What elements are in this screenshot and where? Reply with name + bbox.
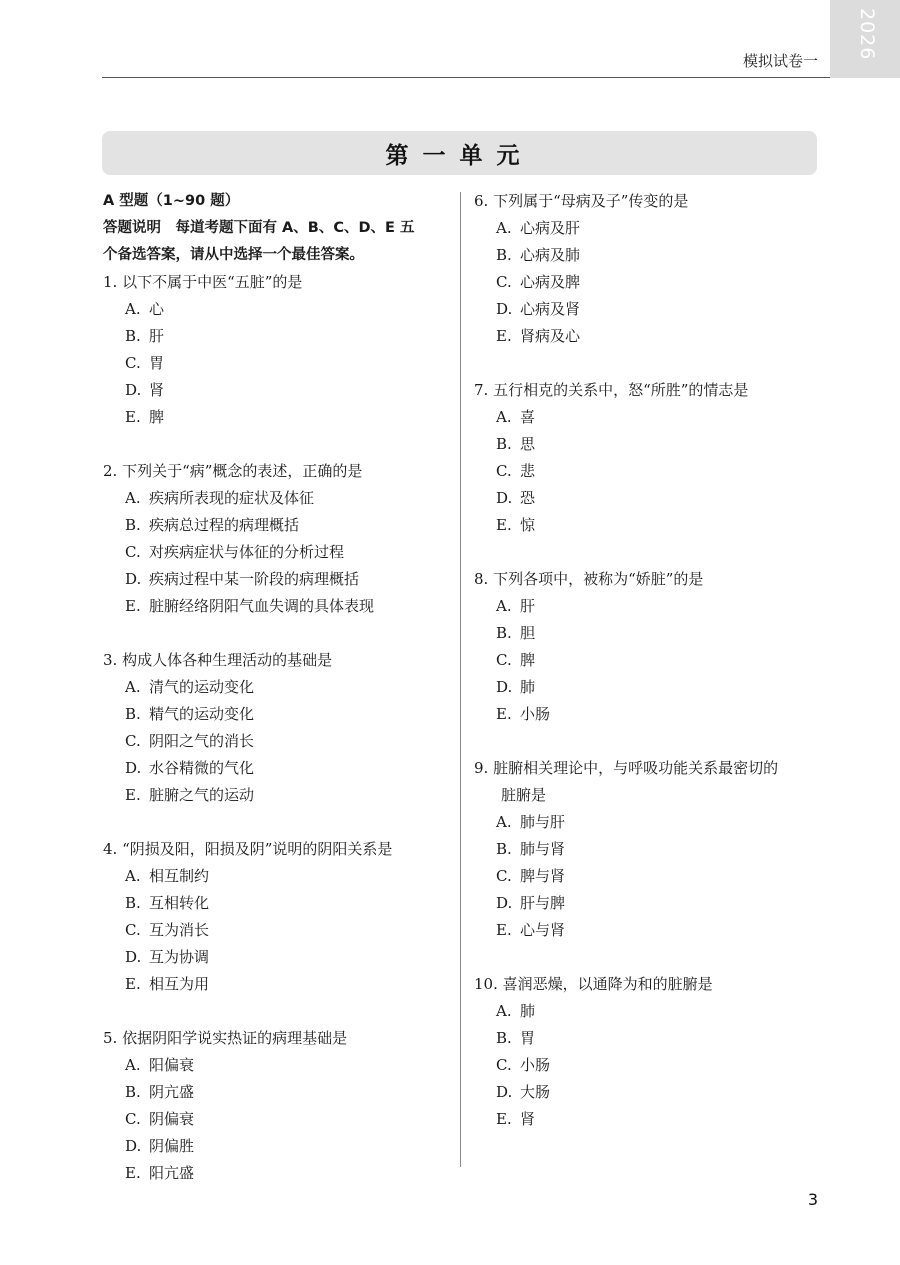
option-letter: C. — [125, 921, 141, 939]
answer-option — [474, 701, 824, 728]
answer-option — [474, 593, 824, 620]
option-letter: B. — [496, 840, 512, 858]
option-text: 脏腑之气的运动 — [149, 786, 255, 804]
answer-option — [474, 242, 824, 269]
answer-option — [103, 1052, 453, 1079]
option-letter: B. — [125, 516, 141, 534]
option-letter: D. — [496, 300, 513, 318]
option-text: 小肠 — [520, 1056, 551, 1074]
option-text: 脾 — [520, 651, 536, 669]
answer-option — [474, 485, 824, 512]
option-letter: A. — [496, 813, 512, 831]
option-letter: B. — [496, 435, 512, 453]
answer-option — [103, 1133, 453, 1160]
column-divider — [460, 192, 461, 1167]
page-number: 3 — [807, 1190, 818, 1209]
option-text: 疾病总过程的病理概括 — [149, 516, 300, 534]
option-letter: C. — [125, 543, 141, 561]
question-block — [103, 458, 453, 620]
option-text: 脾 — [149, 408, 165, 426]
question-block — [103, 836, 453, 998]
answer-option — [103, 674, 453, 701]
option-text: 悲 — [520, 462, 536, 480]
question-block — [103, 269, 453, 431]
option-letter: B. — [125, 705, 141, 723]
instructions-line-1: 答题说明 每道考题下面有 A、B、C、D、E 五 — [103, 220, 415, 236]
option-text: 阴亢盛 — [149, 1083, 195, 1101]
option-letter: E. — [125, 597, 141, 615]
answer-option — [474, 890, 824, 917]
option-letter: E. — [125, 786, 141, 804]
option-text: 心与肾 — [520, 921, 566, 939]
right-question-list — [474, 188, 824, 1133]
option-letter: C. — [125, 354, 141, 372]
answer-option — [474, 512, 824, 539]
year-label: 2026 — [856, 8, 878, 61]
answer-option — [103, 566, 453, 593]
option-text: 肾病及心 — [520, 327, 581, 345]
option-text: 疾病所表现的症状及体征 — [149, 489, 315, 507]
option-letter: A. — [125, 489, 141, 507]
option-text: 相互制约 — [149, 867, 210, 885]
option-text: 相互为用 — [149, 975, 210, 993]
answer-option — [103, 404, 453, 431]
answer-option — [474, 431, 824, 458]
option-text: 惊 — [520, 516, 536, 534]
answer-option — [474, 836, 824, 863]
option-text: 阳亢盛 — [149, 1164, 195, 1182]
answer-option — [103, 728, 453, 755]
option-text: 胃 — [149, 354, 165, 372]
answer-option — [103, 701, 453, 728]
option-letter: C. — [496, 867, 512, 885]
option-text: 大肠 — [520, 1083, 551, 1101]
option-letter: C. — [496, 273, 512, 291]
option-letter: B. — [496, 1029, 512, 1047]
question-stem: 5. 依据阴阳学说实热证的病理基础是 — [103, 1029, 348, 1047]
answer-option — [103, 377, 453, 404]
question-block — [474, 755, 824, 944]
answer-option — [103, 755, 453, 782]
option-letter: D. — [125, 948, 142, 966]
option-letter: E. — [496, 705, 512, 723]
answer-option — [103, 890, 453, 917]
option-letter: B. — [496, 246, 512, 264]
question-stem: 6. 下列属于“母病及子”传变的是 — [474, 192, 689, 210]
instructions-line-2: 个备选答案，请从中选择一个最佳答案。 — [103, 247, 364, 263]
answer-option — [103, 1079, 453, 1106]
unit-banner — [102, 131, 817, 175]
year-tab — [830, 0, 900, 78]
answer-option — [103, 593, 453, 620]
option-letter: B. — [496, 624, 512, 642]
option-text: 肾 — [149, 381, 165, 399]
answer-option — [474, 458, 824, 485]
answer-option — [474, 296, 824, 323]
option-letter: D. — [496, 894, 513, 912]
answer-option — [103, 485, 453, 512]
question-stem: 4. “阴损及阳，阳损及阴”说明的阴阳关系是 — [103, 840, 393, 858]
question-stem: 1. 以下不属于中医“五脏”的是 — [103, 273, 303, 291]
answer-option — [474, 1052, 824, 1079]
unit-title: 第一单元 — [385, 142, 534, 169]
option-letter: E. — [125, 408, 141, 426]
option-letter: C. — [125, 732, 141, 750]
option-letter: B. — [125, 894, 141, 912]
header-title: 模拟试卷一 — [742, 52, 818, 70]
question-stem: 10. 喜润恶燥，以通降为和的脏腑是 — [474, 975, 713, 993]
answer-option — [103, 971, 453, 998]
question-block — [474, 971, 824, 1133]
option-text: 肝与脾 — [520, 894, 566, 912]
answer-option — [103, 296, 453, 323]
option-letter: A. — [496, 219, 512, 237]
right-column — [474, 188, 824, 1160]
answer-option — [474, 647, 824, 674]
option-letter: A. — [125, 678, 141, 696]
question-block — [103, 1025, 453, 1187]
option-text: 心病及脾 — [520, 273, 581, 291]
option-letter: A. — [125, 1056, 141, 1074]
option-text: 脏腑经络阴阳气血失调的具体表现 — [149, 597, 375, 615]
answer-option — [474, 1025, 824, 1052]
option-letter: D. — [496, 678, 513, 696]
answer-option — [474, 620, 824, 647]
option-text: 小肠 — [520, 705, 551, 723]
option-letter: D. — [496, 489, 513, 507]
option-text: 清气的运动变化 — [149, 678, 255, 696]
section-heading: A 型题（1~90 题） — [103, 193, 240, 209]
option-text: 阳偏衰 — [149, 1056, 195, 1074]
question-block — [474, 377, 824, 539]
option-letter: E. — [496, 921, 512, 939]
option-letter: B. — [125, 1083, 141, 1101]
answer-option — [103, 512, 453, 539]
left-question-list — [103, 269, 453, 1187]
option-text: 阴阳之气的消长 — [149, 732, 255, 750]
option-letter: D. — [125, 381, 142, 399]
answer-option — [103, 944, 453, 971]
option-text: 肝 — [520, 597, 536, 615]
option-text: 对疾病症状与体征的分析过程 — [149, 543, 345, 561]
option-letter: A. — [496, 1002, 512, 1020]
option-letter: E. — [496, 327, 512, 345]
option-letter: D. — [125, 759, 142, 777]
left-column — [103, 188, 453, 1214]
option-letter: E. — [125, 975, 141, 993]
answer-option — [103, 350, 453, 377]
option-text: 肺与肝 — [520, 813, 566, 831]
option-text: 肺 — [520, 1002, 536, 1020]
option-text: 阴偏衰 — [149, 1110, 195, 1128]
answer-option — [474, 674, 824, 701]
option-text: 心 — [149, 300, 165, 318]
question-stem: 7. 五行相克的关系中，怒“所胜”的情志是 — [474, 381, 749, 399]
option-text: 心病及肾 — [520, 300, 581, 318]
question-stem: 2. 下列关于“病”概念的表述，正确的是 — [103, 462, 363, 480]
answer-option — [474, 323, 824, 350]
question-block — [474, 566, 824, 728]
option-text: 心病及肺 — [520, 246, 581, 264]
option-letter: A. — [125, 867, 141, 885]
option-letter: C. — [496, 1056, 512, 1074]
answer-option — [474, 863, 824, 890]
option-letter: B. — [125, 327, 141, 345]
option-letter: D. — [125, 570, 142, 588]
answer-option — [474, 404, 824, 431]
option-text: 精气的运动变化 — [149, 705, 255, 723]
option-text: 喜 — [520, 408, 536, 426]
option-text: 互为协调 — [149, 948, 210, 966]
question-block — [474, 188, 824, 350]
answer-option — [103, 1106, 453, 1133]
option-text: 恐 — [520, 489, 536, 507]
answer-option — [103, 863, 453, 890]
header-rule — [102, 77, 830, 78]
option-letter: D. — [125, 1137, 142, 1155]
option-text: 胆 — [520, 624, 536, 642]
answer-option — [474, 215, 824, 242]
option-text: 疾病过程中某一阶段的病理概括 — [149, 570, 360, 588]
question-block — [103, 647, 453, 809]
answer-option — [474, 809, 824, 836]
option-letter: A. — [496, 408, 512, 426]
option-letter: C. — [496, 651, 512, 669]
answer-option — [474, 269, 824, 296]
option-text: 肾 — [520, 1110, 536, 1128]
option-text: 心病及肝 — [520, 219, 581, 237]
option-letter: C. — [125, 1110, 141, 1128]
option-letter: E. — [125, 1164, 141, 1182]
option-letter: A. — [496, 597, 512, 615]
intro-block — [103, 188, 453, 269]
answer-option — [103, 323, 453, 350]
option-letter: D. — [496, 1083, 513, 1101]
option-letter: C. — [496, 462, 512, 480]
question-stem: 脏腑是 — [501, 786, 547, 804]
answer-option — [474, 917, 824, 944]
option-letter: E. — [496, 516, 512, 534]
option-text: 胃 — [520, 1029, 536, 1047]
question-stem: 9. 脏腑相关理论中，与呼吸功能关系最密切的 — [474, 759, 779, 777]
answer-option — [103, 539, 453, 566]
option-text: 水谷精微的气化 — [149, 759, 255, 777]
answer-option — [103, 917, 453, 944]
option-text: 互相转化 — [149, 894, 210, 912]
answer-option — [103, 1160, 453, 1187]
option-letter: E. — [496, 1110, 512, 1128]
option-letter: A. — [125, 300, 141, 318]
option-text: 肺与肾 — [520, 840, 566, 858]
option-text: 肺 — [520, 678, 536, 696]
answer-option — [103, 782, 453, 809]
option-text: 肝 — [149, 327, 165, 345]
answer-option — [474, 998, 824, 1025]
answer-option — [474, 1106, 824, 1133]
question-stem: 3. 构成人体各种生理活动的基础是 — [103, 651, 333, 669]
answer-option — [474, 1079, 824, 1106]
option-text: 互为消长 — [149, 921, 210, 939]
question-stem: 8. 下列各项中，被称为“娇脏”的是 — [474, 570, 704, 588]
option-text: 思 — [520, 435, 536, 453]
option-text: 脾与肾 — [520, 867, 566, 885]
option-text: 阴偏胜 — [149, 1137, 195, 1155]
